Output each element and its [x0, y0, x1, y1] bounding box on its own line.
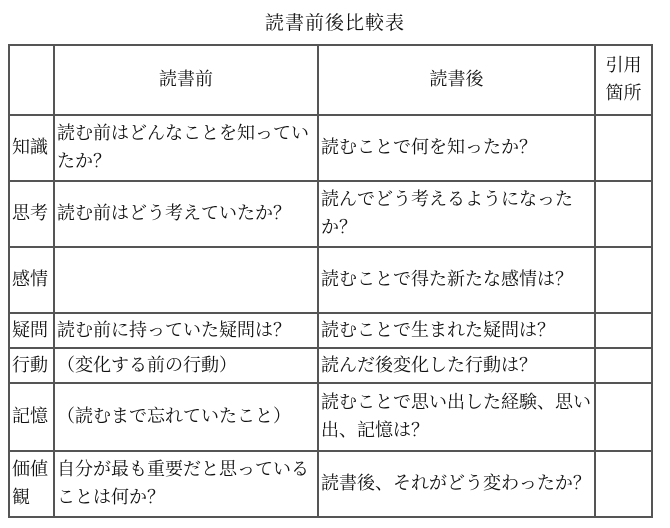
table-row: [9, 383, 652, 451]
after-cell: 読んでどう考えるようになったか？: [318, 181, 595, 247]
before-cell: 自分が最も重要だと思っていることは何か？: [54, 451, 318, 517]
comparison-table: [8, 44, 653, 518]
citation-cell: [595, 247, 652, 313]
after-cell: 読むことで思い出した経験、思い出、記憶は？: [318, 383, 595, 451]
table-row: [9, 348, 652, 383]
header-blank: [9, 45, 54, 115]
after-cell: 読むことで生まれた疑問は？: [318, 313, 595, 348]
header-after-reading: 読書後: [318, 45, 595, 115]
table-row: [9, 313, 652, 348]
table-row: [9, 181, 652, 247]
row-label: 思考: [9, 181, 54, 247]
citation-cell: [595, 115, 652, 181]
citation-cell: [595, 383, 652, 451]
row-label: 知識: [9, 115, 54, 181]
after-cell: 読むことで何を知ったか？: [318, 115, 595, 181]
after-cell: 読書後、それがどう変わったか？: [318, 451, 595, 517]
citation-cell: [595, 181, 652, 247]
row-label: 価値観: [9, 451, 54, 517]
row-label: 感情: [9, 247, 54, 313]
row-label: 疑問: [9, 313, 54, 348]
row-label: 行動: [9, 348, 54, 383]
after-cell: 読むことで得た新たな感情は？: [318, 247, 595, 313]
before-cell: （変化する前の行動）: [54, 348, 318, 383]
table-row: [9, 451, 652, 517]
after-cell: 読んだ後変化した行動は？: [318, 348, 595, 383]
header-before-reading: 読書前: [54, 45, 318, 115]
before-cell: 読む前はどんなことを知っていたか？: [54, 115, 318, 181]
table-row: [9, 115, 652, 181]
table-caption: 読書前後比較表: [264, 12, 405, 34]
before-cell: （読むまで忘れていたこと）: [54, 383, 318, 451]
before-cell: 読む前に持っていた疑問は？: [54, 313, 318, 348]
header-row: [9, 45, 652, 115]
citation-cell: [595, 348, 652, 383]
before-cell: [54, 247, 318, 313]
citation-cell: [595, 451, 652, 517]
citation-cell: [595, 313, 652, 348]
header-citation: 引用 箇所: [595, 45, 652, 115]
table-row: [9, 247, 652, 313]
before-cell: 読む前はどう考えていたか？: [54, 181, 318, 247]
row-label: 記憶: [9, 383, 54, 451]
